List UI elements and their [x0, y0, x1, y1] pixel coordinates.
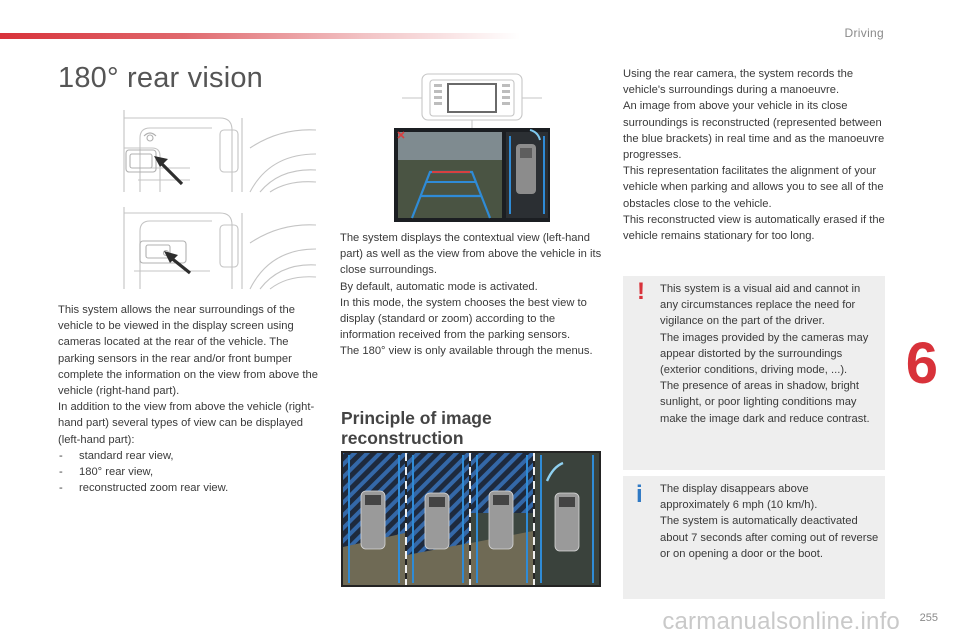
menu-only-paragraph: The 180° view is only available through the menus.: [340, 345, 593, 358]
reconstruction-text-column: [623, 66, 885, 244]
warning-paragraph: The presence of areas in shadow, bright sunlight, or poor lighting conditions may make the image dark and reduce contrast.: [660, 380, 870, 425]
header-accent-bar: [0, 33, 520, 39]
view-types-list: [58, 448, 320, 497]
image-reconstruction-illustration: [341, 451, 601, 587]
view-types-paragraph: In addition to the view from above the vehicle (right-hand part) several types of view can be displayed (left-hand part):: [58, 401, 315, 446]
info-i-icon: i: [636, 481, 643, 508]
info-note-text: [660, 481, 880, 562]
best-view-paragraph: In this mode, the system chooses the best view to display (standard or zoom) according to the information received from the parking sensors.: [340, 296, 587, 342]
info-paragraph: The display disappears above approximately 6 mph (10 km/h).: [660, 483, 818, 512]
rear-camera-location-illustration-1: [120, 108, 318, 194]
warning-exclamation-icon: !: [637, 278, 645, 305]
automatic-mode-paragraph: By default, automatic mode is activated.: [340, 280, 538, 293]
display-screen-illustration: [392, 72, 552, 224]
camera-records-paragraph: Using the rear camera, the system records the vehicle's surroundings during a manoeuvre.: [623, 68, 854, 97]
auto-erase-paragraph: This reconstructed view is automatically erased if the vehicle remains stationary for too long.: [623, 213, 885, 243]
contextual-view-paragraph: The system displays the contextual view (left-hand part) as well as the view from above the vehicle in its close surroundings.: [340, 232, 602, 277]
info-paragraph: The system is automatically deactivated about 7 seconds after coming out of reverse or on opening a door or the boot.: [660, 515, 879, 560]
info-note: [623, 476, 885, 599]
section-heading-image-reconstruction: Principle of image reconstruction: [341, 408, 492, 448]
intro-paragraph: This system allows the near surroundings of the vehicle to be viewed in the display screen using cameras located at the rear of the vehicle. The parking sensors in the rear and/or front bumper complete the information on the view from above the vehicle (right-hand part).: [58, 304, 318, 398]
list-item: - 180° rear view,: [58, 464, 320, 480]
list-item: - standard rear view,: [58, 448, 320, 464]
reconstruction-paragraph: An image from above your vehicle in its close surroundings is reconstructed (represented between the blue brackets) in real time and as the manoeuvre progresses.: [623, 100, 885, 162]
section-label: Driving: [844, 26, 884, 40]
page-number: 255: [919, 612, 938, 624]
alignment-paragraph: This representation facilitates the alignment of your vehicle when parking and allows you to see all of the obstacles close to the vehicle.: [623, 165, 884, 210]
page-title: 180° rear vision: [58, 62, 264, 94]
watermark: carmanualsonline.info: [662, 608, 900, 635]
rear-camera-location-illustration-2: [120, 205, 318, 291]
intro-text-column: [58, 302, 320, 496]
warning-note-text: [660, 281, 880, 427]
warning-paragraph: This system is a visual aid and cannot in any circumstances replace the need for vigilance on the part of the driver.: [660, 283, 861, 328]
chapter-number: 6: [905, 331, 938, 396]
warning-note: [623, 276, 885, 470]
warning-paragraph: The images provided by the cameras may appear distorted by the surroundings (exterior conditions, driving mode, ...).: [660, 331, 869, 377]
list-item: - reconstructed zoom rear view.: [58, 480, 320, 496]
display-text-column: [340, 230, 602, 360]
